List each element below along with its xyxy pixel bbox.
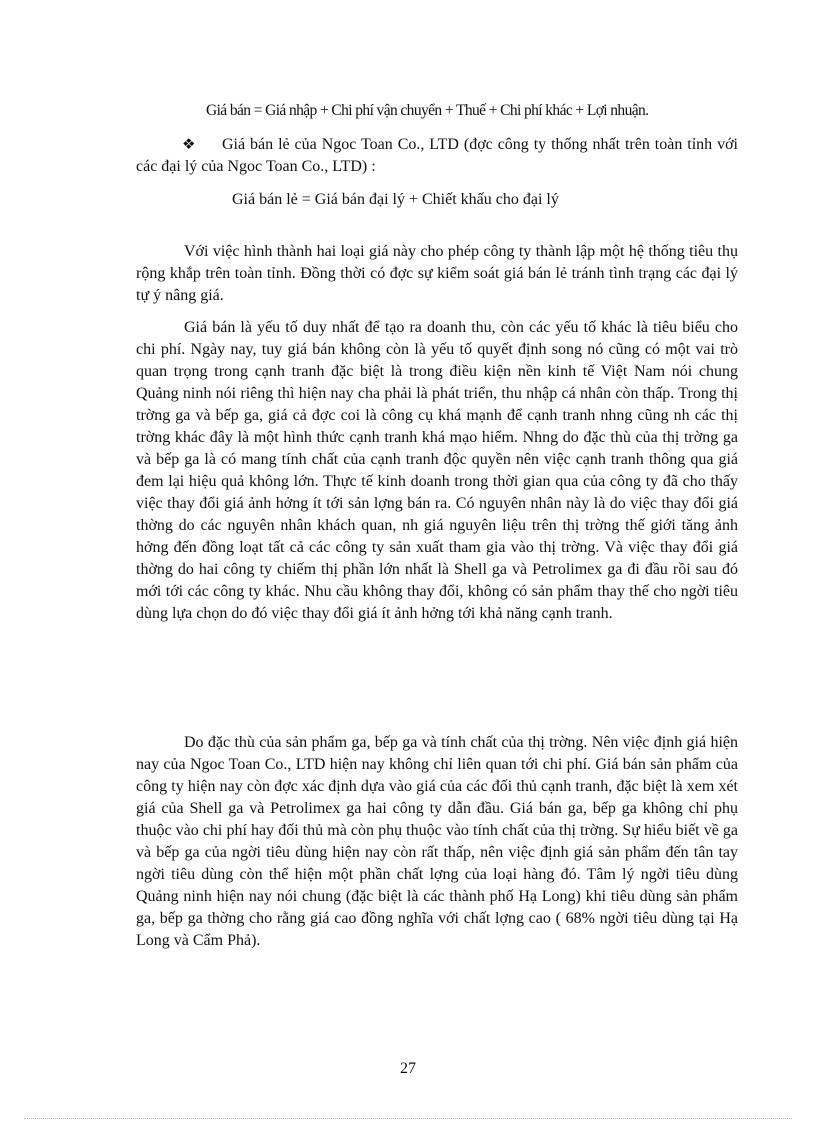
retail-price-formula: Giá bán lẻ = Giá bán đại lý + Chiết khấu cho đại lý — [232, 191, 559, 208]
diamond-bullet-icon: ❖ — [182, 135, 196, 153]
retail-price-bullet — [136, 133, 738, 178]
paragraph: Do đặc thù của sản phẩm ga, bếp ga và tính chất của thị trờng. Nên việc định giá hiện nay của Ngoc Toan Co., LTD hiện nay không chỉ liên quan tới chi phí. Giá bán sản phẩm của công ty hiện nay còn đợc xác định dựa vào giá của các đối thủ cạnh tranh, đặc biệt là xem xét giá của Shell ga và Petrolimex ga hai công ty dẫn đầu. Giá bán ga, bếp ga không chỉ phụ thuộc vào chi phí hay đối thủ mà còn phụ thuộc vào tính chất của thị trờng. Sự hiểu biết về ga và bếp ga của ngời tiêu dùng hiện nay còn rất thấp, nên việc định giá sản phẩm đến tân tay ngời tiêu dùng còn thể hiện một phần chất lợng của loại hàng đó. Tâm lý ngời tiêu dùng Quảng ninh hiện nay nói chung (đặc biệt là các thành phố Hạ Long) khi tiêu dùng sản phẩm ga, bếp ga thờng cho rằng giá cao đồng nghĩa với chất lợng cao ( 68% ngời tiêu dùng tại Hạ Long và Cẩm Phả). — [136, 734, 738, 949]
retail-price-bullet-text: Giá bán lẻ của Ngoc Toan Co., LTD (đợc công ty thống nhất trên toàn tỉnh với các đại lý của Ngoc Toan Co., LTD) : — [136, 136, 738, 175]
paragraph: Giá bán là yếu tố duy nhất để tạo ra doanh thu, còn các yếu tố khác là tiêu biểu cho chi phí. Ngày nay, tuy giá bán không còn là yếu tố quyết định song nó cũng có một vai trò quan trọng trong cạnh tranh đặc biệt là trong điều kiện nền kinh tế Việt Nam nói chung Quảng ninh nói riêng thì hiện nay cha phải là phát triển, thu nhập cá nhân còn thấp. Trong thị trờng ga và bếp ga, giá cả đợc coi là công cụ khá mạnh để cạnh tranh nhng cũng nh các thị trờng khác đây là một hình thức cạnh tranh khá mạo hiểm. Nhng do đặc thù của thị trờng ga và bếp ga là có mang tính chất của cạnh tranh độc quyền nên việc cạnh tranh thông qua giá đem lại hiệu quả không lớn. Thực tế kinh doanh trong thời gian qua của công ty đã cho thấy việc thay đổi giá ảnh hởng ít tới sản lợng bán ra. Có nguyên nhân này là do việc thay đổi giá thờng do các nguyên nhân khách quan, nh giá nguyên liệu trên thị trờng thế giới tăng ảnh hởng đến đồng loạt tất cả các công ty sản xuất tham gia vào thị trờng. Và việc thay đổi giá thờng do hai công ty chiếm thị phần lớn nhất là Shell ga và Petrolimex ga đi đầu rồi sau đó mới tới các công ty khác. Nhu cầu không thay đổi, không có sản phẩm thay thế cho ngời tiêu dùng lựa chọn do đó việc thay đổi giá ít ảnh hởng tới khả năng cạnh tranh. — [136, 319, 738, 622]
page-number: 27 — [400, 1060, 416, 1077]
paragraph: Với việc hình thành hai loại giá này cho phép công ty thành lập một hệ thống tiêu thụ rộng khắp trên toàn tỉnh. Đồng thời có đợc sự kiểm soát giá bán lẻ tránh tình trạng các đại lý tự ý nâng giá. — [136, 243, 738, 304]
selling-price-formula: Giá bán = Giá nhập + Chi phí vận chuyển + Thuế + Chi phí khác + Lợi nhuận. — [206, 102, 649, 119]
page-bottom-divider — [24, 1118, 792, 1119]
